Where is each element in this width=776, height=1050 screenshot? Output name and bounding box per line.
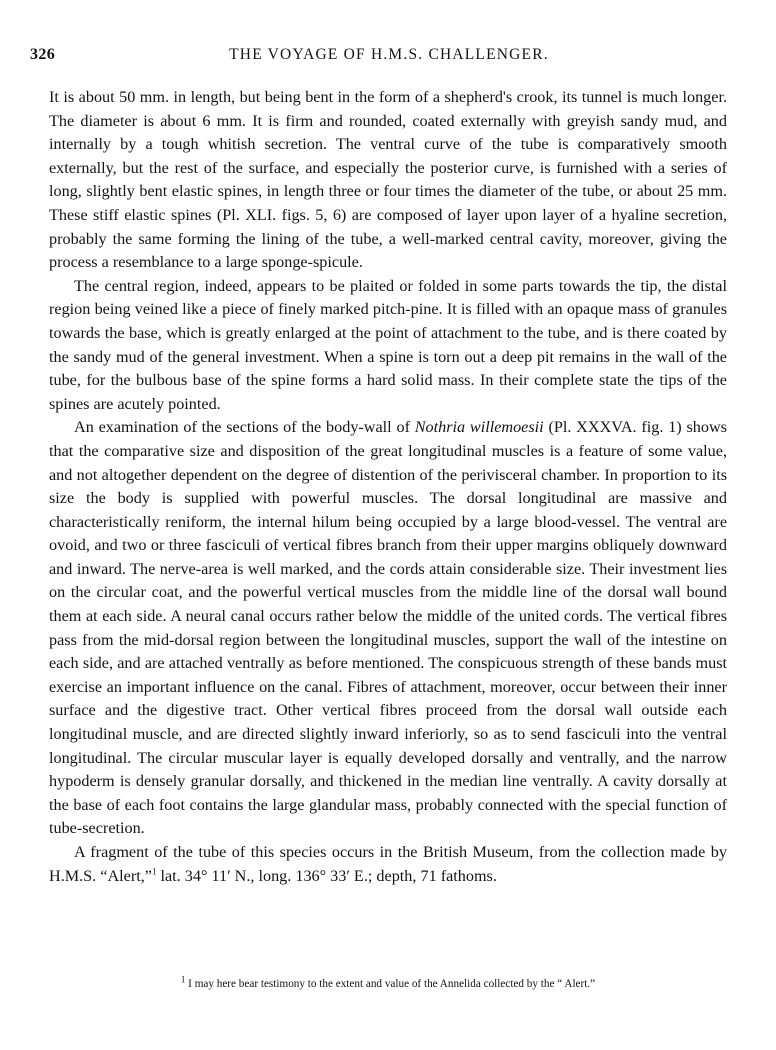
footnote bbox=[49, 974, 727, 991]
page-header bbox=[30, 46, 748, 66]
paragraph-2: The central region, indeed, appears to be plaited or folded in some parts towards the tip, the distal region being veined like a piece of finely marked pitch-pine. It is filled with an opaque mass of granules towards the base, which is greatly enlarged at the point of attachment to the tube, and is there coated by the sandy mud of the general investment. When a spine is torn out a deep pit remains in the wall of the tube, for the bulbous base of the spine forms a hard solid mass. In their complete state the tips of the spines are acutely pointed. bbox=[49, 276, 727, 413]
paragraph-3-lead: An examination of the sections of the body-wall of bbox=[74, 418, 415, 437]
paragraph-4 bbox=[49, 841, 727, 888]
running-title: THE VOYAGE OF H.M.S. CHALLENGER. bbox=[229, 46, 549, 63]
footnote-text: I may here bear testimony to the extent and value of the Annelida collected by the “ Alert.” bbox=[185, 978, 596, 990]
footnote-reference: 1 bbox=[151, 866, 157, 877]
paragraph-4-lead: A fragment of the tube of this species occurs in the British Museum, from the collection made by H.M.S. “Alert,” bbox=[49, 843, 727, 885]
species-name: Nothria willemoesii bbox=[414, 418, 544, 437]
paragraph-4-tail: lat. 34° 11′ N., long. 136° 33′ E.; depth, 71 fathoms. bbox=[156, 866, 497, 885]
page-number: 326 bbox=[30, 46, 56, 63]
body-text bbox=[49, 86, 727, 888]
paragraph-3 bbox=[49, 416, 727, 841]
paragraph-3-body: (Pl. XXXVA. fig. 1) shows that the comparative size and disposition of the great longitudinal muscles is a feature of some value, and not altogether dependent on the degree of distention of the perivisceral chamber. In proportion to its size the body is supplied with powerful muscles. The dorsal longitudinal are massive and characteristically reniform, the internal hilum being occupied by a large blood-vessel. The ventral are ovoid, and two or three fasciculi of vertical fibres branch from their upper margins obliquely downward and inward. The nerve-area is well marked, and the cords attain considerable size. Their investment lies on the circular coat, and the powerful vertical muscles from the middle line of the dorsal wall bound them at each side. A neural canal occurs rather below the middle of the united cords. The vertical fibres pass from the mid-dorsal region between the longitudinal muscles, support the wall of the intestine on each side, and are attached ventrally as before mentioned. The conspicuous strength of these bands must exercise an important influence on the canal. Fibres of attachment, moreover, occur between their inner surface and the digestive tract. Other vertical fibres proceed from the dorsal wall outside each longitudinal muscle, and are directed slightly inward inferiorly, so as to send fasciculi into the ventral longitudinal. The circular muscular layer is equally developed dorsally and ventrally, and the narrow hypoderm is densely granular dorsally, and thickened in the median line ventrally. A cavity dorsally at the base of each foot contains the large glandular mass, probably connected with the special function of tube-secretion. bbox=[49, 418, 727, 838]
footnote-mark: 1 bbox=[180, 974, 186, 985]
paragraph-1: It is about 50 mm. in length, but being bent in the form of a shepherd's crook, its tunnel is much longer. The diameter is about 6 mm. It is firm and rounded, coated externally with greyish sandy mud, and internally by a tough whitish secretion. The ventral curve of the tube is comparatively smooth externally, but the rest of the surface, and especially the posterior curve, is furnished with a series of long, slightly bent elastic spines, in length three or four times the diameter of the tube, or about 25 mm. These stiff elastic spines (Pl. XLI. figs. 5, 6) are composed of layer upon layer of a hyaline secretion, probably the same forming the lining of the tube, a well-marked central cavity, moreover, giving the process a resemblance to a large sponge-spicule. bbox=[49, 88, 727, 272]
